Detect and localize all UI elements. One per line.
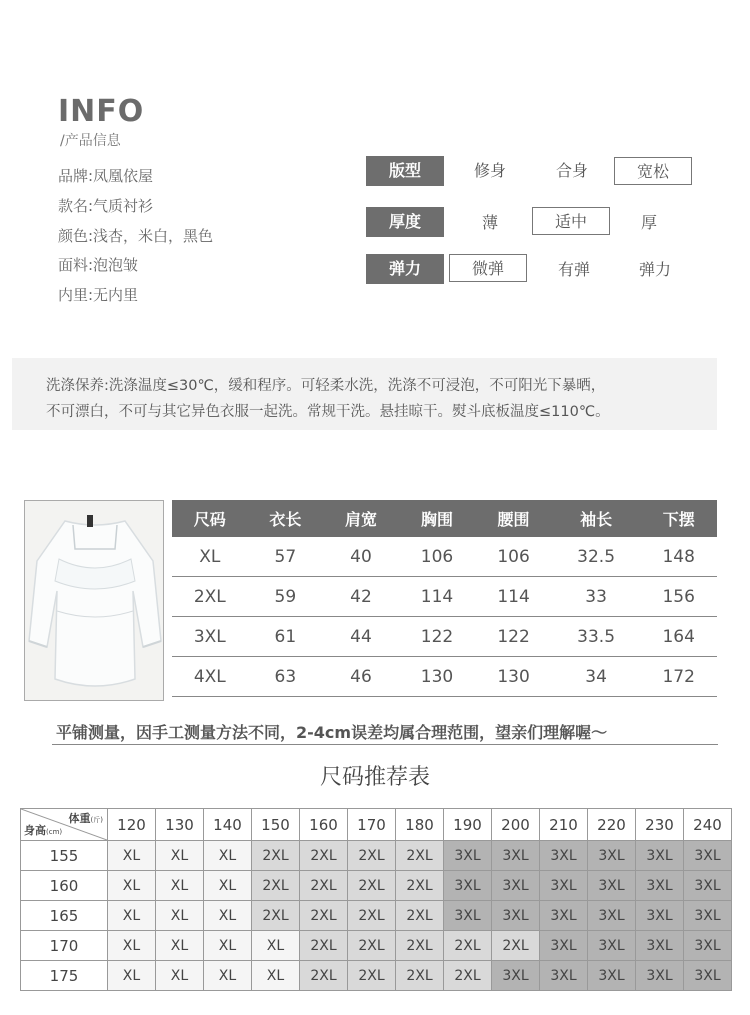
col-hem: 下摆 bbox=[640, 500, 717, 537]
size-cell: 2XL bbox=[300, 871, 348, 901]
size-cell: 3XL bbox=[492, 961, 540, 991]
size-cell: 3XL bbox=[492, 841, 540, 871]
product-photo bbox=[24, 500, 164, 701]
attr-option: 修身 bbox=[473, 161, 506, 180]
attr-option: 有弹 bbox=[557, 260, 590, 279]
weight-header: 170 bbox=[348, 809, 396, 841]
height-cell: 160 bbox=[21, 871, 108, 901]
size-cell: 3XL bbox=[636, 871, 684, 901]
size-cell: 3XL bbox=[636, 931, 684, 961]
cell: 33.5 bbox=[552, 617, 641, 657]
height-label-text: 身高 bbox=[24, 824, 46, 837]
size-cell: 2XL bbox=[300, 901, 348, 931]
cell: 34 bbox=[552, 657, 641, 697]
spec-lining: 内里:无内里 bbox=[58, 286, 139, 304]
table-row bbox=[21, 931, 732, 961]
height-cell: 165 bbox=[21, 901, 108, 931]
weight-label-text: 体重 bbox=[68, 812, 91, 825]
table-row bbox=[172, 617, 717, 657]
weight-header-row bbox=[21, 809, 732, 841]
attr-label-thickness: 厚度 bbox=[366, 207, 444, 237]
size-cell: 3XL bbox=[684, 961, 732, 991]
col-bust: 胸围 bbox=[399, 500, 476, 537]
size-cell: 3XL bbox=[540, 901, 588, 931]
attr-option: 合身 bbox=[555, 161, 588, 180]
size-cell: 2XL bbox=[396, 871, 444, 901]
size-cell: 3XL bbox=[492, 871, 540, 901]
cell: 59 bbox=[248, 577, 324, 617]
size-cell: 2XL bbox=[252, 841, 300, 871]
cell: 172 bbox=[640, 657, 717, 697]
cell: 130 bbox=[399, 657, 476, 697]
size-cell: 3XL bbox=[444, 841, 492, 871]
cell: 40 bbox=[323, 537, 399, 577]
divider bbox=[52, 744, 718, 745]
size-cell: 2XL bbox=[348, 841, 396, 871]
size-table-header bbox=[172, 500, 717, 537]
measurement-note: 平铺测量，因手工测量方法不同，2-4cm误差均属合理范围，望亲们理解喔～ bbox=[56, 723, 608, 742]
size-cell: 2XL bbox=[492, 931, 540, 961]
height-cell: 155 bbox=[21, 841, 108, 871]
table-row bbox=[21, 871, 732, 901]
size-cell: 2XL bbox=[300, 961, 348, 991]
size-cell: 3XL bbox=[540, 841, 588, 871]
care-line: 洗涤保养:洗涤温度≤30℃，缓和程序。可轻柔水洗，洗涤不可浸泡，不可阳光下暴晒， bbox=[46, 378, 606, 394]
size-cell: XL bbox=[204, 871, 252, 901]
size-cell: 3XL bbox=[636, 961, 684, 991]
cell: 130 bbox=[475, 657, 552, 697]
size-cell: XL bbox=[204, 841, 252, 871]
attr-option-selected: 微弹 bbox=[449, 254, 527, 282]
attr-option: 弹力 bbox=[638, 260, 671, 279]
size-cell: 2XL bbox=[396, 841, 444, 871]
weight-header: 120 bbox=[108, 809, 156, 841]
size-cell: XL bbox=[108, 931, 156, 961]
table-row bbox=[172, 577, 717, 617]
weight-header: 180 bbox=[396, 809, 444, 841]
weight-label bbox=[69, 810, 103, 826]
cell: 42 bbox=[323, 577, 399, 617]
cell: 106 bbox=[475, 537, 552, 577]
size-measurement-table bbox=[172, 500, 717, 697]
size-cell: 2XL bbox=[396, 961, 444, 991]
spec-style-name: 款名:气质衬衫 bbox=[58, 197, 154, 215]
size-cell: 3XL bbox=[492, 901, 540, 931]
cell: 122 bbox=[399, 617, 476, 657]
size-cell: 3XL bbox=[588, 871, 636, 901]
cell: XL bbox=[172, 537, 248, 577]
size-cell: 2XL bbox=[252, 901, 300, 931]
size-cell: XL bbox=[204, 931, 252, 961]
weight-header: 150 bbox=[252, 809, 300, 841]
spec-colors: 颜色:浅杏，米白，黑色 bbox=[58, 227, 214, 245]
size-cell: 3XL bbox=[684, 841, 732, 871]
spec-brand: 品牌:凤凰依屋 bbox=[58, 167, 154, 185]
size-cell: 3XL bbox=[588, 901, 636, 931]
cell: 2XL bbox=[172, 577, 248, 617]
weight-header: 240 bbox=[684, 809, 732, 841]
col-sleeve: 袖长 bbox=[552, 500, 641, 537]
cell: 114 bbox=[475, 577, 552, 617]
info-subtitle: /产品信息 bbox=[60, 133, 121, 149]
weight-header: 210 bbox=[540, 809, 588, 841]
size-cell: XL bbox=[108, 871, 156, 901]
size-cell: XL bbox=[156, 841, 204, 871]
size-cell: 3XL bbox=[540, 931, 588, 961]
height-unit: (cm) bbox=[46, 828, 63, 836]
cell: 106 bbox=[399, 537, 476, 577]
table-row bbox=[21, 961, 732, 991]
size-cell: XL bbox=[252, 961, 300, 991]
col-waist: 腰围 bbox=[475, 500, 552, 537]
size-cell: 3XL bbox=[684, 901, 732, 931]
col-shoulder: 肩宽 bbox=[323, 500, 399, 537]
cell: 4XL bbox=[172, 657, 248, 697]
size-cell: 2XL bbox=[348, 961, 396, 991]
size-recommendation-title: 尺码推荐表 bbox=[319, 765, 430, 790]
attr-label-fit: 版型 bbox=[366, 156, 444, 186]
weight-header: 190 bbox=[444, 809, 492, 841]
size-cell: 2XL bbox=[396, 931, 444, 961]
attr-option-selected: 宽松 bbox=[614, 157, 692, 185]
cell: 33 bbox=[552, 577, 641, 617]
cell: 61 bbox=[248, 617, 324, 657]
size-cell: XL bbox=[108, 841, 156, 871]
size-cell: XL bbox=[108, 961, 156, 991]
weight-header: 130 bbox=[156, 809, 204, 841]
size-cell: 2XL bbox=[348, 901, 396, 931]
attr-label-elasticity: 弹力 bbox=[366, 254, 444, 284]
attr-option: 厚 bbox=[640, 213, 657, 232]
size-cell: 3XL bbox=[588, 841, 636, 871]
cell: 164 bbox=[640, 617, 717, 657]
blouse-illustration bbox=[25, 501, 164, 701]
size-cell: 2XL bbox=[444, 931, 492, 961]
cell: 148 bbox=[640, 537, 717, 577]
cell: 3XL bbox=[172, 617, 248, 657]
size-cell: 2XL bbox=[444, 961, 492, 991]
recommendation-rows bbox=[21, 841, 732, 991]
cell: 114 bbox=[399, 577, 476, 617]
table-row bbox=[21, 901, 732, 931]
table-row bbox=[172, 537, 717, 577]
size-cell: 2XL bbox=[348, 931, 396, 961]
size-cell: 3XL bbox=[588, 931, 636, 961]
size-cell: 2XL bbox=[348, 871, 396, 901]
cell: 156 bbox=[640, 577, 717, 617]
size-cell: 3XL bbox=[444, 871, 492, 901]
cell: 44 bbox=[323, 617, 399, 657]
size-cell: 3XL bbox=[444, 901, 492, 931]
attr-option-selected: 适中 bbox=[532, 207, 610, 235]
size-cell: XL bbox=[108, 901, 156, 931]
cell: 32.5 bbox=[552, 537, 641, 577]
size-cell: 3XL bbox=[540, 961, 588, 991]
size-cell: 2XL bbox=[252, 871, 300, 901]
size-cell: XL bbox=[204, 901, 252, 931]
cell: 63 bbox=[248, 657, 324, 697]
height-label bbox=[24, 822, 62, 838]
size-cell: 3XL bbox=[636, 901, 684, 931]
care-line: 不可漂白，不可与其它异色衣服一起洗。常规干洗。悬挂晾干。熨斗底板温度≤110℃。 bbox=[46, 404, 610, 420]
size-cell: 3XL bbox=[636, 841, 684, 871]
size-cell: XL bbox=[156, 931, 204, 961]
weight-header: 220 bbox=[588, 809, 636, 841]
size-cell: XL bbox=[156, 871, 204, 901]
size-cell: 2XL bbox=[300, 841, 348, 871]
size-cell: 2XL bbox=[396, 901, 444, 931]
size-cell: 3XL bbox=[540, 871, 588, 901]
cell: 46 bbox=[323, 657, 399, 697]
info-title: INFO bbox=[58, 94, 145, 129]
size-cell: 2XL bbox=[300, 931, 348, 961]
weight-header: 230 bbox=[636, 809, 684, 841]
size-recommendation-table bbox=[20, 808, 732, 991]
size-cell: XL bbox=[204, 961, 252, 991]
weight-header: 160 bbox=[300, 809, 348, 841]
size-cell: XL bbox=[156, 901, 204, 931]
size-cell: XL bbox=[156, 961, 204, 991]
weight-unit: (斤) bbox=[90, 816, 103, 824]
size-cell: 3XL bbox=[684, 871, 732, 901]
height-cell: 170 bbox=[21, 931, 108, 961]
col-length: 衣长 bbox=[248, 500, 324, 537]
table-row bbox=[21, 841, 732, 871]
height-cell: 175 bbox=[21, 961, 108, 991]
table-row bbox=[172, 657, 717, 697]
col-size: 尺码 bbox=[172, 500, 248, 537]
cell: 122 bbox=[475, 617, 552, 657]
spec-fabric: 面料:泡泡皱 bbox=[58, 256, 139, 274]
size-cell: 3XL bbox=[588, 961, 636, 991]
cell: 57 bbox=[248, 537, 324, 577]
weight-header: 200 bbox=[492, 809, 540, 841]
corner-cell bbox=[21, 809, 108, 841]
size-cell: XL bbox=[252, 931, 300, 961]
size-cell: 3XL bbox=[684, 931, 732, 961]
weight-header: 140 bbox=[204, 809, 252, 841]
attr-option: 薄 bbox=[481, 213, 498, 232]
